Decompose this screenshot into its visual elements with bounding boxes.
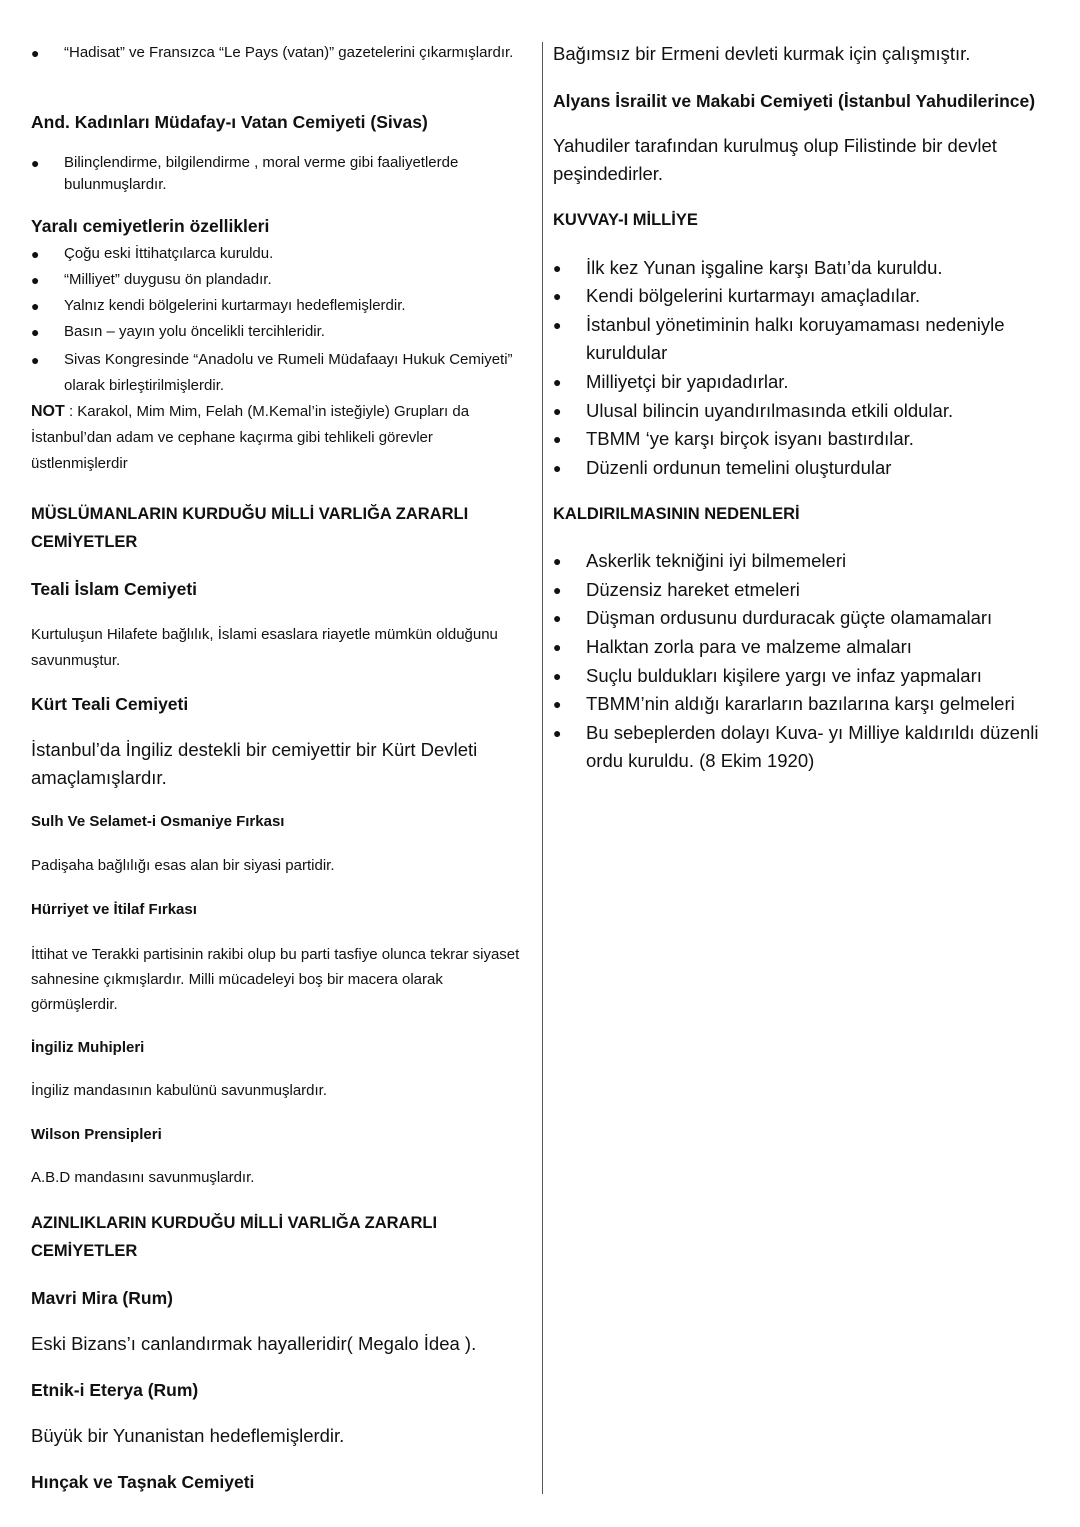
list-item-text: Askerlik tekniğini iyi bilmemeleri <box>586 550 847 571</box>
bullet-icon: ● <box>31 246 40 262</box>
list-item <box>553 397 1048 425</box>
bullet-icon: ● <box>553 639 562 655</box>
bullet-icon: ● <box>31 45 40 61</box>
bullet-icon: ● <box>553 317 562 333</box>
list-item-text: Bilinçlendirme, bilgilendirme , moral verme gibi faaliyetlerde bulunmuşlardır. <box>64 154 459 193</box>
bullet-icon: ● <box>553 460 562 476</box>
column-divider <box>542 42 543 1494</box>
heading-sulh-selamet: Sulh Ve Selamet-i Osmaniye Fırkası <box>31 813 285 830</box>
paragraph-kurt-teali: İstanbul’da İngiliz destekli bir cemiyettir bir Kürt Devleti amaçlamışlardır. <box>31 739 478 788</box>
list-item <box>31 243 531 265</box>
list-item-text: Basın – yayın yolu öncelikli tercihleridir. <box>64 323 325 340</box>
heading-kuvvay-milliye: KUVVAY-I MİLLİYE <box>553 211 698 229</box>
bullet-icon: ● <box>553 668 562 684</box>
list-item-text: Suçlu buldukları kişilere yargı ve infaz yapmaları <box>586 665 982 686</box>
list-item <box>31 321 531 343</box>
paragraph-alyans: Yahudiler tarafından kurulmuş olup Filistinde bir devlet peşindedirler. <box>553 135 997 184</box>
list-item-text: Kendi bölgelerini kurtarmayı amaçladılar. <box>586 285 921 306</box>
list-item-text: İstanbul yönetiminin halkı koruyamaması nedeniyle kuruldular <box>586 314 1005 363</box>
bullet-icon: ● <box>553 260 562 276</box>
list-item-text: Çoğu eski İttihatçılarca kuruldu. <box>64 245 274 262</box>
list-item-text: Düşman ordusunu durduracak güçte olamamaları <box>586 607 993 628</box>
list-item-text: Düzensiz hareket etmeleri <box>586 579 800 600</box>
heading-etnik-eterya: Etnik-i Eterya (Rum) <box>31 1380 199 1400</box>
heading-wilson: Wilson Prensipleri <box>31 1126 162 1143</box>
list-item <box>553 576 1048 604</box>
list-item <box>553 454 1048 482</box>
list-item <box>31 42 531 64</box>
paragraph-hurriyet-itilaf: İttihat ve Terakki partisinin rakibi olup bu parti tasfiye olunca tekrar siyaset sahnesine çıkmışlardır. Milli mücadeleyi boş bir macera olarak görmüşlerdir. <box>31 946 520 1013</box>
list-item-text: Halktan zorla para ve malzeme almaları <box>586 636 912 657</box>
bullet-icon: ● <box>553 431 562 447</box>
heading-and-kadinlari: And. Kadınları Müdafay-ı Vatan Cemiyeti (Sivas) <box>31 112 428 132</box>
heading-hurriyet-itilaf: Hürriyet ve İtilaf Fırkası <box>31 901 197 918</box>
list-item-text: “Hadisat” ve Fransızca “Le Pays (vatan)” gazetelerini çıkarmışlardır. <box>64 44 514 61</box>
bullet-icon: ● <box>31 155 40 171</box>
list-item <box>553 690 1048 718</box>
list-item <box>553 254 1048 282</box>
bullet-icon: ● <box>553 610 562 626</box>
paragraph-sulh-selamet: Padişaha bağlılığı esas alan bir siyasi partidir. <box>31 857 335 874</box>
paragraph-ermeni: Bağımsız bir Ermeni devleti kurmak için çalışmıştır. <box>553 43 971 64</box>
list-item <box>553 662 1048 690</box>
list-item <box>553 311 1048 367</box>
paragraph-wilson: A.B.D mandasını savunmuşlardır. <box>31 1169 255 1186</box>
list-item-text: Düzenli ordunun temelini oluşturdular <box>586 457 892 478</box>
bullet-icon: ● <box>553 553 562 569</box>
list-item-text: Yalnız kendi bölgelerini kurtarmayı hedeflemişlerdir. <box>64 297 406 314</box>
paragraph-mavri-mira: Eski Bizans’ı canlandırmak hayalleridir( Megalo İdea ). <box>31 1333 477 1354</box>
bullet-icon: ● <box>31 324 40 340</box>
heading-kaldirilma-nedenleri: KALDIRILMASININ NEDENLERİ <box>553 505 800 523</box>
note-paragraph <box>31 399 531 477</box>
bullet-icon: ● <box>553 582 562 598</box>
list-item <box>31 152 531 196</box>
list-item <box>553 425 1048 453</box>
list-item-text: TBMM ‘ye karşı birçok isyanı bastırdılar. <box>586 428 914 449</box>
list-item <box>553 547 1048 575</box>
paragraph-etnik-eterya: Büyük bir Yunanistan hedeflemişlerdir. <box>31 1425 345 1446</box>
bullet-icon: ● <box>31 298 40 314</box>
list-item <box>553 719 1048 775</box>
bullet-icon: ● <box>31 272 40 288</box>
list-item-text: Milliyetçi bir yapıdadırlar. <box>586 371 789 392</box>
heading-mavri-mira: Mavri Mira (Rum) <box>31 1288 173 1308</box>
heading-alyans: Alyans İsrailit ve Makabi Cemiyeti (İstanbul Yahudilerince) <box>553 91 1036 111</box>
list-item <box>553 604 1048 632</box>
heading-ingiliz-muhipleri: İngiliz Muhipleri <box>31 1039 145 1056</box>
heading-azinliklar: AZINLIKLARIN KURDUĞU MİLLİ VARLIĞA ZARARLI CEMİYETLER <box>31 1214 438 1260</box>
list-item-text: Ulusal bilincin uyandırılmasında etkili oldular. <box>586 400 954 421</box>
paragraph-teali-islam: Kurtuluşun Hilafete bağlılık, İslami esaslara riayetle mümkün olduğunu savunmuştur. <box>31 626 498 669</box>
list-item <box>553 368 1048 396</box>
list-item <box>31 295 531 317</box>
heading-teali-islam: Teali İslam Cemiyeti <box>31 579 198 599</box>
heading-muslumanlar: MÜSLÜMANLARIN KURDUĞU MİLLİ VARLIĞA ZARARLI CEMİYETLER <box>31 505 469 551</box>
heading-yarali: Yaralı cemiyetlerin özellikleri <box>31 216 270 236</box>
bullet-icon: ● <box>553 403 562 419</box>
note-text: : Karakol, Mim Mim, Felah (M.Kemal’in isteğiyle) Grupları da İstanbul’dan adam ve cephane kaçırma gibi tehlikeli görevler üstlenmişlerdir <box>31 403 470 472</box>
bullet-icon: ● <box>553 725 562 741</box>
paragraph-ingiliz-muhipleri: İngiliz mandasının kabulünü savunmuşlardır. <box>31 1082 328 1099</box>
bullet-icon: ● <box>553 696 562 712</box>
list-item <box>553 282 1048 310</box>
list-item-text: Bu sebeplerden dolayı Kuva- yı Milliye kaldırıldı düzenli ordu kuruldu. (8 Ekim 1920) <box>586 722 1039 771</box>
list-item <box>31 347 531 399</box>
list-item-text: Sivas Kongresinde “Anadolu ve Rumeli Müdafaayı Hukuk Cemiyeti” olarak birleştirilmişlerdir. <box>64 351 513 394</box>
list-item <box>31 269 531 291</box>
note-label: NOT <box>31 403 65 420</box>
list-item-text: TBMM’nin aldığı kararların bazılarına karşı gelmeleri <box>586 693 1015 714</box>
bullet-icon: ● <box>553 374 562 390</box>
list-item-text: “Milliyet” duygusu ön plandadır. <box>64 271 272 288</box>
heading-kurt-teali: Kürt Teali Cemiyeti <box>31 694 189 714</box>
list-item-text: İlk kez Yunan işgaline karşı Batı’da kuruldu. <box>586 257 943 278</box>
list-item <box>553 633 1048 661</box>
bullet-icon: ● <box>31 352 40 368</box>
bullet-icon: ● <box>553 288 562 304</box>
heading-hincak-tasnak: Hınçak ve Taşnak Cemiyeti <box>31 1472 255 1492</box>
